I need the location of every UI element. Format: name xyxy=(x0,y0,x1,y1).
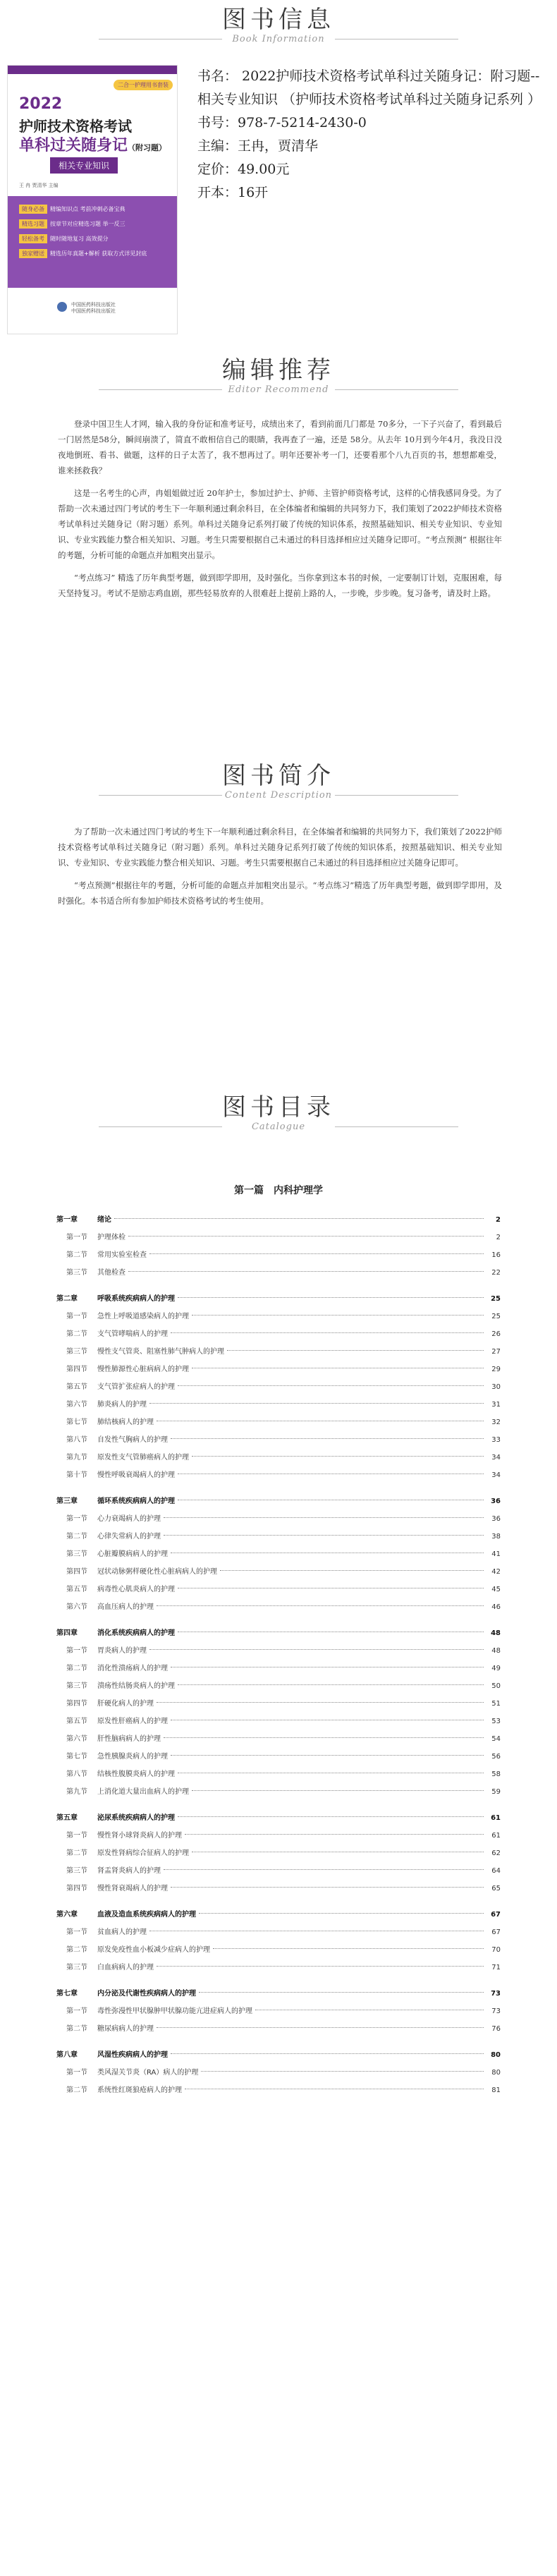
toc-number: 第九节 xyxy=(66,1788,87,1796)
paragraph: 登录中国卫生人才网，输入我的身份证和准考证号，成绩出来了，看到前面几门都是 70多分，一下子兴奋了，看到最后一门居然是58分，瞬间崩溃了，简直不敢相信自己的眼睛，我再查了一遍，还是 58分。从去年 10月到今年4月，我没日没夜地倒班、看书、做题，这样的日子太苦了，我不想再过了。明年还要补考一门，还要看那个八九百页的书，想想都难受，谁来拯救我？ xyxy=(58,419,502,475)
toc-number: 第五节 xyxy=(66,1718,87,1725)
toc-leader xyxy=(171,1332,484,1333)
section-title: 图书简介 xyxy=(222,762,335,790)
paragraph: “考点预测”根据往年的考题，分析可能的命题点并加粗突出显示。“考点练习”精选了历年典型考题，做到即学即用，及时强化。本书适合所有参加护师技术资格考试的考生使用。 xyxy=(58,880,502,906)
cover-title-suffix: （附习题） xyxy=(128,143,167,152)
toc-chapter xyxy=(56,1906,501,1976)
section-header-editor-recommend xyxy=(0,356,557,395)
toc-number: 第三节 xyxy=(66,1682,87,1690)
toc-title: 系统性红斑狼疮病人的护理 xyxy=(97,2086,182,2094)
toc-chapter xyxy=(56,1985,501,2038)
divider xyxy=(335,39,458,40)
toc-title: 肺炎病人的护理 xyxy=(97,1401,147,1409)
toc-leader xyxy=(149,1253,484,1254)
toc-title: 心力衰竭病人的护理 xyxy=(97,1515,161,1523)
toc-part-title: 第一篇 内科护理学 xyxy=(234,1185,323,1196)
toc-section-row xyxy=(56,1766,501,1783)
toc-leader xyxy=(178,1816,484,1817)
toc-page: 58 xyxy=(491,1770,501,1778)
toc-number: 第二节 xyxy=(66,1665,87,1672)
toc-number: 第八节 xyxy=(66,1770,87,1778)
divider xyxy=(335,389,458,390)
cover-feature-tag: 精选习题 xyxy=(19,219,47,229)
toc-page: 73 xyxy=(491,1990,501,1998)
toc-section-row xyxy=(56,1941,501,1959)
toc-chapter-row xyxy=(56,2046,501,2064)
toc-number: 第六节 xyxy=(66,1401,87,1409)
toc-page: 51 xyxy=(491,1700,501,1708)
toc-number: 第一节 xyxy=(66,1832,87,1840)
cover-feature-text: 随时随地复习 高效提分 xyxy=(50,236,109,242)
toc-leader xyxy=(149,1403,484,1404)
toc-number: 第二节 xyxy=(66,2086,87,2094)
section-subtitle: Editor Recommend xyxy=(228,384,329,395)
book-isbn: 书号：978-7-5214-2430-0 xyxy=(197,115,367,130)
toc-section-row xyxy=(56,1862,501,1880)
divider xyxy=(99,39,222,40)
toc-leader xyxy=(157,1605,484,1606)
toc-leader xyxy=(164,1517,484,1518)
toc-leader xyxy=(157,2027,484,2028)
toc-page: 16 xyxy=(491,1251,501,1259)
toc-number: 第七节 xyxy=(66,1418,87,1426)
toc-section-row xyxy=(56,1449,501,1466)
section-title: 编辑推荐 xyxy=(222,356,335,384)
toc-page: 65 xyxy=(491,1885,501,1892)
toc-title: 上消化道大量出血病人的护理 xyxy=(97,1788,189,1796)
cover-feature-item xyxy=(19,249,166,258)
toc-section-row xyxy=(56,1924,501,1941)
cover-feature-band xyxy=(8,196,177,288)
toc-title: 糖尿病病人的护理 xyxy=(97,2025,154,2033)
toc-title: 原发性肾病综合征病人的护理 xyxy=(97,1849,189,1857)
toc-page: 2 xyxy=(496,1216,501,1224)
toc-title: 类风湿关节炎（RA）病人的护理 xyxy=(97,2069,199,2077)
toc-title: 护理体检 xyxy=(97,1234,126,1241)
toc-title: 冠状动脉粥样硬化性心脏病病人的护理 xyxy=(97,1568,217,1576)
toc-page: 64 xyxy=(491,1867,501,1875)
toc-number: 第五节 xyxy=(66,1383,87,1391)
toc-leader xyxy=(178,1297,484,1298)
toc-title: 内分泌及代谢性疾病病人的护理 xyxy=(97,1990,196,1998)
toc-section-row xyxy=(56,1466,501,1484)
toc-number: 第五章 xyxy=(56,1814,78,1822)
toc-title: 病毒性心肌炎病人的护理 xyxy=(97,1586,175,1593)
toc-title: 风湿性疾病病人的护理 xyxy=(97,2051,168,2059)
cover-feature-tag: 轻松备考 xyxy=(19,234,47,243)
cover-author: 王 冉 贾清华 主编 xyxy=(19,183,59,188)
toc-section-row xyxy=(56,1361,501,1378)
toc-number: 第四章 xyxy=(56,1629,78,1637)
toc-number: 第二节 xyxy=(66,1330,87,1338)
toc-number: 第三节 xyxy=(66,1269,87,1277)
editor-recommend-text xyxy=(58,416,502,608)
toc-page: 62 xyxy=(491,1849,501,1857)
book-price: 定价：49.00元 xyxy=(197,162,290,177)
cover-feature-text: 精选历年真题+解析 获取方式详见封底 xyxy=(50,250,147,257)
toc-chapter xyxy=(56,1493,501,1616)
toc-title: 溃疡性结肠炎病人的护理 xyxy=(97,1682,175,1690)
toc-section-row xyxy=(56,1308,501,1325)
toc-leader xyxy=(164,1737,484,1738)
toc-title: 心律失常病人的护理 xyxy=(97,1533,161,1541)
toc-title: 常用实验室检查 xyxy=(97,1251,147,1259)
content-description-text xyxy=(58,824,502,916)
toc-number: 第一节 xyxy=(66,1515,87,1523)
toc-title: 慢性肾衰竭病人的护理 xyxy=(97,1885,168,1892)
toc-number: 第七章 xyxy=(56,1990,78,1998)
toc-number: 第一节 xyxy=(66,1647,87,1655)
toc-chapter xyxy=(56,2046,501,2099)
toc-chapter xyxy=(56,1624,501,1801)
cover-title-line1: 护师技术资格考试 xyxy=(19,118,132,135)
toc-number: 第一节 xyxy=(66,1928,87,1936)
toc-section-row xyxy=(56,1713,501,1730)
toc-number: 第四节 xyxy=(66,1700,87,1708)
toc-title: 原发性支气管肺癌病人的护理 xyxy=(97,1454,189,1462)
toc-title: 结核性腹膜炎病人的护理 xyxy=(97,1770,175,1778)
divider xyxy=(99,795,222,796)
divider xyxy=(99,389,222,390)
toc-leader xyxy=(171,1887,484,1888)
cover-feature-tag: 独家赠送 xyxy=(19,249,47,258)
table-of-contents xyxy=(56,1183,501,2108)
toc-leader xyxy=(178,1684,484,1685)
toc-leader xyxy=(178,1385,484,1386)
toc-page: 80 xyxy=(491,2069,501,2077)
toc-number: 第一节 xyxy=(66,1234,87,1241)
toc-leader xyxy=(213,1948,484,1949)
toc-chapter xyxy=(56,1809,501,1897)
toc-number: 第六节 xyxy=(66,1735,87,1743)
toc-chapter-row xyxy=(56,1493,501,1510)
toc-number: 第一章 xyxy=(56,1216,78,1224)
toc-title: 贫血病人的护理 xyxy=(97,1928,147,1936)
toc-leader xyxy=(201,2071,484,2072)
toc-page: 26 xyxy=(491,1330,501,1338)
toc-number: 第四节 xyxy=(66,1568,87,1576)
toc-section-row xyxy=(56,1414,501,1431)
toc-title: 急性胰腺炎病人的护理 xyxy=(97,1753,168,1761)
cover-title-main: 单科过关随身记 xyxy=(19,137,128,154)
toc-body xyxy=(56,1211,501,2099)
paragraph: 这是一名考生的心声，冉姐姐做过近 20年护士，参加过护士、护师、主管护师资格考试，这样的心情我感同身受。为了帮助一次未通过四门考试的考生下一年顺利通过剩余科目，在全体编者和编辑的共同努力下，我们策划了2022护师技术资格考试单科过关随身记（附习题）系列。单科过关随身记系列打破了传统的知识体系，按照基础知识、相关专业知识、专业知识、专业实践能力整合相关知识、习题。考生只需要根据自己未通过的科目选择相应过关随身记即可。“考点预测” 根据往年的考题，分析可能的命题点并加粗突出显示。 xyxy=(58,488,502,560)
cover-feature-text: 按章节对应精选习题 举一反三 xyxy=(50,221,126,227)
toc-leader xyxy=(199,1992,484,1993)
section-subtitle: Content Description xyxy=(224,790,333,801)
toc-number: 第二节 xyxy=(66,1533,87,1541)
toc-leader xyxy=(149,1649,484,1650)
toc-page: 70 xyxy=(491,1946,501,1954)
toc-title: 血液及造血系统疾病病人的护理 xyxy=(97,1911,196,1919)
toc-page: 61 xyxy=(491,1814,501,1822)
section-subtitle: Catalogue xyxy=(251,1122,306,1132)
paragraph: “考点练习” 精选了历年典型考题，做到即学即用，及时强化。当你拿到这本书的时候，一定要制订计划，克服困难，每天坚持复习。考试不是励志鸡血剧，那些轻易放弃的人很难赶上提前上路的人，一步晚，步步晚。复习备考，请及时上路。 xyxy=(58,573,502,598)
toc-title: 原发性肝癌病人的护理 xyxy=(97,1718,168,1725)
toc-number: 第五节 xyxy=(66,1586,87,1593)
toc-title: 高血压病人的护理 xyxy=(97,1603,154,1611)
toc-title: 白血病病人的护理 xyxy=(97,1964,154,1972)
toc-section-row xyxy=(56,1246,501,1264)
toc-section-row xyxy=(56,1510,501,1528)
toc-leader xyxy=(114,1218,484,1219)
toc-number: 第一节 xyxy=(66,2007,87,2015)
toc-section-row xyxy=(56,1545,501,1563)
toc-page: 80 xyxy=(491,2051,501,2059)
toc-leader xyxy=(157,1702,484,1703)
toc-section-row xyxy=(56,1748,501,1766)
toc-title: 慢性支气管炎、阻塞性肺气肿病人的护理 xyxy=(97,1348,224,1356)
toc-page: 2 xyxy=(496,1234,501,1241)
toc-page: 34 xyxy=(491,1471,501,1479)
toc-title: 循环系统疾病病人的护理 xyxy=(97,1497,175,1505)
toc-number: 第八章 xyxy=(56,2051,78,2059)
toc-section-row xyxy=(56,1264,501,1282)
toc-title: 消化系统疾病病人的护理 xyxy=(97,1629,175,1637)
toc-page: 48 xyxy=(491,1647,501,1655)
toc-title: 急性上呼吸道感染病人的护理 xyxy=(97,1313,189,1320)
toc-title: 绪论 xyxy=(97,1216,111,1224)
toc-page: 32 xyxy=(491,1418,501,1426)
section-title: 图书目录 xyxy=(222,1093,335,1122)
toc-title: 肝性脑病病人的护理 xyxy=(97,1735,161,1743)
toc-section-row xyxy=(56,1695,501,1713)
toc-number: 第八节 xyxy=(66,1436,87,1444)
toc-section-row xyxy=(56,1845,501,1862)
toc-leader xyxy=(128,1271,484,1272)
toc-page: 38 xyxy=(491,1533,501,1541)
toc-title: 毒性弥漫性甲状腺肿甲状腺功能亢进症病人的护理 xyxy=(97,2007,252,2015)
toc-section-row xyxy=(56,1431,501,1449)
toc-section-row xyxy=(56,1528,501,1545)
toc-section-row xyxy=(56,1229,501,1246)
divider xyxy=(99,1126,222,1127)
section-title: 图书信息 xyxy=(222,6,335,34)
toc-number: 第九节 xyxy=(66,1454,87,1462)
toc-section-row xyxy=(56,1343,501,1361)
book-cover-image xyxy=(7,65,178,334)
toc-title: 慢性呼吸衰竭病人的护理 xyxy=(97,1471,175,1479)
toc-section-row xyxy=(56,1598,501,1616)
toc-title: 胃炎病人的护理 xyxy=(97,1647,147,1655)
toc-chapter xyxy=(56,1211,501,1282)
toc-leader xyxy=(199,1913,484,1914)
book-info-block xyxy=(197,65,546,205)
toc-number: 第四节 xyxy=(66,1885,87,1892)
toc-title: 自发性气胸病人的护理 xyxy=(97,1436,168,1444)
toc-page: 59 xyxy=(491,1788,501,1796)
toc-number: 第三节 xyxy=(66,1867,87,1875)
toc-leader xyxy=(220,1570,484,1571)
cover-feature-item xyxy=(19,219,166,229)
toc-page: 29 xyxy=(491,1366,501,1373)
toc-page: 27 xyxy=(491,1348,501,1356)
divider xyxy=(335,795,458,796)
cover-title-line2 xyxy=(19,133,166,155)
toc-page: 61 xyxy=(491,1832,501,1840)
toc-number: 第一节 xyxy=(66,2069,87,2077)
toc-number: 第四节 xyxy=(66,1366,87,1373)
toc-leader xyxy=(171,1438,484,1439)
toc-number: 第一节 xyxy=(66,1313,87,1320)
toc-title: 慢性肺源性心脏病病人的护理 xyxy=(97,1366,189,1373)
toc-leader xyxy=(185,1834,484,1835)
toc-title: 肾盂肾炎病人的护理 xyxy=(97,1867,161,1875)
cover-top-bar xyxy=(8,66,177,74)
toc-number: 第七节 xyxy=(66,1753,87,1761)
toc-number: 第十节 xyxy=(66,1471,87,1479)
toc-leader xyxy=(227,1350,484,1351)
toc-section-row xyxy=(56,2020,501,2038)
toc-page: 56 xyxy=(491,1753,501,1761)
toc-section-row xyxy=(56,2003,501,2020)
cover-feature-text: 精编知识点 考前冲刺必备宝典 xyxy=(50,206,126,212)
toc-page: 71 xyxy=(491,1964,501,1972)
toc-page: 36 xyxy=(491,1497,501,1505)
toc-number: 第三节 xyxy=(66,1550,87,1558)
toc-title: 肝硬化病人的护理 xyxy=(97,1700,154,1708)
toc-leader xyxy=(128,1236,484,1237)
cover-feature-item xyxy=(19,234,166,243)
toc-page: 81 xyxy=(491,2086,501,2094)
toc-page: 53 xyxy=(491,1718,501,1725)
toc-section-row xyxy=(56,1325,501,1343)
toc-chapter-row xyxy=(56,1985,501,2003)
toc-section-row xyxy=(56,1378,501,1396)
toc-title: 原发免疫性血小板减少症病人的护理 xyxy=(97,1946,210,1954)
toc-page: 36 xyxy=(491,1515,501,1523)
toc-number: 第六节 xyxy=(66,1603,87,1611)
toc-page: 50 xyxy=(491,1682,501,1690)
toc-title: 呼吸系统疾病病人的护理 xyxy=(97,1295,175,1303)
toc-page: 22 xyxy=(491,1269,501,1277)
toc-section-row xyxy=(56,1660,501,1677)
toc-title: 心脏瓣膜病病人的护理 xyxy=(97,1550,168,1558)
toc-page: 42 xyxy=(491,1568,501,1576)
toc-section-row xyxy=(56,1959,501,1976)
toc-section-row xyxy=(56,1827,501,1845)
toc-section-row xyxy=(56,1677,501,1695)
toc-leader xyxy=(171,1755,484,1756)
toc-section-row xyxy=(56,2082,501,2099)
section-header-catalogue xyxy=(0,1093,557,1132)
toc-leader xyxy=(192,1456,484,1457)
toc-title: 其他检查 xyxy=(97,1269,126,1277)
toc-chapter-row xyxy=(56,1906,501,1924)
toc-leader xyxy=(164,1535,484,1536)
book-format: 开本：16开 xyxy=(197,185,269,200)
toc-page: 31 xyxy=(491,1401,501,1409)
divider xyxy=(335,1126,458,1127)
cover-publisher: 中国医药科技出版社 中国医药科技出版社 xyxy=(71,302,116,314)
cover-feature-tag: 随身必备 xyxy=(19,205,47,214)
toc-page: 45 xyxy=(491,1586,501,1593)
book-title: 书名： 2022护师技术资格考试单科过关随身记：附习题--相关专业知识 （护师技术资格考试单科过关随身记系列 ） xyxy=(197,68,541,107)
section-header-content-description xyxy=(0,762,557,801)
toc-number: 第三章 xyxy=(56,1497,78,1505)
toc-page: 41 xyxy=(491,1550,501,1558)
toc-chapter xyxy=(56,1290,501,1484)
cover-badge: 二合一护理用书套装 xyxy=(114,80,173,90)
toc-number: 第二节 xyxy=(66,1849,87,1857)
toc-page: 34 xyxy=(491,1454,501,1462)
toc-chapter-row xyxy=(56,1809,501,1827)
toc-section-row xyxy=(56,1396,501,1414)
toc-number: 第二节 xyxy=(66,1946,87,1954)
toc-page: 67 xyxy=(491,1911,501,1919)
toc-section-row xyxy=(56,2064,501,2082)
cover-year: 2022 xyxy=(19,95,63,113)
paragraph: 为了帮助一次未通过四门考试的考生下一年顺利通过剩余科目，在全体编者和编辑的共同努力下，我们策划了2022护师技术资格考试单科过关随身记（附习题）系列。单科过关随身记系列打破了传统的知识体系，按照基础知识、相关专业知识、专业知识、专业实践能力整合相关知识、习题。考生只需要根据自己未通过的科目选择相应过关随身记即可。 xyxy=(58,827,502,868)
toc-title: 消化性溃疡病人的护理 xyxy=(97,1665,168,1672)
toc-section-row xyxy=(56,1581,501,1598)
toc-title: 支气管扩张症病人的护理 xyxy=(97,1383,175,1391)
toc-title: 肺结核病人的护理 xyxy=(97,1418,154,1426)
toc-number: 第二节 xyxy=(66,2025,87,2033)
toc-page: 46 xyxy=(491,1603,501,1611)
toc-page: 48 xyxy=(491,1629,501,1637)
section-header-book-info xyxy=(0,6,557,44)
toc-number: 第二章 xyxy=(56,1295,78,1303)
toc-page: 25 xyxy=(491,1295,501,1303)
toc-number: 第三节 xyxy=(66,1964,87,1972)
toc-leader xyxy=(164,1869,484,1870)
toc-section-row xyxy=(56,1730,501,1748)
toc-page: 25 xyxy=(491,1313,501,1320)
toc-leader xyxy=(157,1966,484,1967)
toc-number: 第三节 xyxy=(66,1348,87,1356)
toc-section-row xyxy=(56,1783,501,1801)
toc-page: 67 xyxy=(491,1928,501,1936)
toc-section-row xyxy=(56,1642,501,1660)
toc-page: 30 xyxy=(491,1383,501,1391)
cover-feature-item xyxy=(19,205,166,214)
book-editors: 主编：王冉，贾清华 xyxy=(197,138,319,154)
toc-title: 泌尿系统疾病病人的护理 xyxy=(97,1814,175,1822)
toc-title: 慢性肾小球肾炎病人的护理 xyxy=(97,1832,182,1840)
toc-leader xyxy=(171,2053,484,2054)
cover-subtitle: 相关专业知识 xyxy=(50,157,118,174)
toc-number: 第二节 xyxy=(66,1251,87,1259)
toc-chapter-row xyxy=(56,1290,501,1308)
publisher-logo-icon xyxy=(57,302,67,312)
toc-page: 54 xyxy=(491,1735,501,1743)
toc-page: 73 xyxy=(491,2007,501,2015)
toc-section-row xyxy=(56,1563,501,1581)
toc-title: 支气管哮喘病人的护理 xyxy=(97,1330,168,1338)
toc-leader xyxy=(192,1315,484,1316)
toc-chapter-row xyxy=(56,1624,501,1642)
toc-page: 33 xyxy=(491,1436,501,1444)
section-subtitle: Book Information xyxy=(232,34,325,44)
toc-page: 49 xyxy=(491,1665,501,1672)
toc-page: 76 xyxy=(491,2025,501,2033)
toc-leader xyxy=(192,1790,484,1791)
toc-section-row xyxy=(56,1880,501,1897)
toc-number: 第六章 xyxy=(56,1911,78,1919)
toc-chapter-row xyxy=(56,1211,501,1229)
cover-feature-list xyxy=(8,196,177,272)
